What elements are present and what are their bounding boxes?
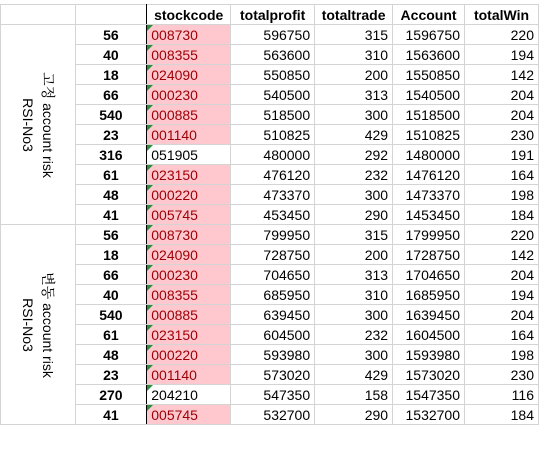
group-label-line2: RSI-No3	[19, 297, 36, 352]
totalprofit-cell-value: 799950	[263, 226, 311, 243]
rank-cell[interactable]	[75, 145, 147, 165]
account-cell-value: 1799950	[405, 226, 461, 243]
account-cell[interactable]	[393, 85, 465, 105]
error-indicator-icon	[147, 85, 153, 91]
account-cell[interactable]	[393, 345, 465, 365]
stockcode-cell[interactable]	[147, 205, 231, 225]
totalwin-cell-value: 184	[510, 206, 534, 223]
totalprofit-cell-value: 639450	[263, 306, 311, 323]
totalprofit-cell-value: 453450	[263, 206, 311, 223]
totalwin-cell[interactable]	[465, 205, 539, 225]
table-row	[1, 45, 539, 65]
account-cell-value: 1563600	[405, 46, 461, 63]
totalprofit-cell-value: 563600	[263, 46, 311, 63]
totaltrade-cell-value: 429	[364, 366, 389, 383]
totaltrade-cell[interactable]	[315, 105, 393, 125]
stockcode-cell-value: 005745	[151, 406, 198, 423]
totalprofit-cell-value: 540500	[263, 86, 311, 103]
totalwin-cell[interactable]	[465, 405, 539, 425]
header-totaltrade[interactable]: totaltrade	[315, 5, 393, 25]
totalprofit-cell[interactable]	[231, 45, 315, 65]
stockcode-cell-value: 001140	[151, 126, 197, 143]
table-row	[1, 245, 539, 265]
totaltrade-cell[interactable]	[315, 345, 393, 365]
account-cell[interactable]	[393, 225, 465, 245]
error-indicator-icon	[147, 405, 153, 411]
totalwin-cell-value: 142	[510, 66, 534, 83]
totalprofit-cell[interactable]	[231, 245, 315, 265]
totaltrade-cell[interactable]	[315, 365, 393, 385]
totaltrade-cell[interactable]	[315, 185, 393, 205]
rank-cell-value: 41	[103, 206, 119, 223]
group-label-line1: 변동 account risk	[39, 271, 56, 378]
totalprofit-cell-value: 593980	[263, 346, 311, 363]
account-cell[interactable]	[393, 265, 465, 285]
table-row	[1, 345, 539, 365]
table-row	[1, 405, 539, 425]
rank-cell[interactable]	[75, 405, 147, 425]
stockcode-cell[interactable]	[147, 25, 231, 45]
header-totalwin[interactable]: totalWin	[465, 5, 539, 25]
totalprofit-cell-value: 547350	[263, 386, 311, 403]
totalwin-cell[interactable]	[465, 65, 539, 85]
totalprofit-cell-value: 573020	[263, 366, 311, 383]
totalprofit-cell-value: 596750	[263, 26, 311, 43]
rank-cell-value: 540	[99, 306, 123, 323]
stockcode-cell-value: 000885	[151, 106, 198, 123]
rank-cell-value: 61	[103, 326, 119, 343]
totaltrade-cell-value: 429	[364, 126, 389, 143]
totalprofit-cell[interactable]	[231, 365, 315, 385]
totaltrade-cell[interactable]	[315, 325, 393, 345]
totalwin-cell[interactable]	[465, 125, 539, 145]
totalwin-cell-value: 204	[510, 266, 534, 283]
error-indicator-icon	[147, 105, 153, 111]
rank-cell-value: 40	[103, 46, 119, 63]
totaltrade-cell[interactable]	[315, 65, 393, 85]
stockcode-cell[interactable]	[147, 65, 231, 85]
totalwin-cell-value: 220	[510, 26, 534, 43]
data-table	[0, 4, 539, 425]
totalprofit-cell[interactable]	[231, 285, 315, 305]
error-indicator-icon	[147, 25, 153, 31]
totalwin-cell[interactable]	[465, 85, 539, 105]
totaltrade-cell[interactable]	[315, 165, 393, 185]
stockcode-cell-value: 051905	[151, 146, 198, 163]
account-cell[interactable]	[393, 385, 465, 405]
totaltrade-cell[interactable]	[315, 245, 393, 265]
stockcode-cell[interactable]	[147, 225, 231, 245]
totalwin-cell[interactable]	[465, 25, 539, 45]
totalprofit-cell[interactable]	[231, 125, 315, 145]
empty-cell[interactable]	[1, 5, 76, 25]
rank-cell-value: 56	[103, 226, 119, 243]
rank-cell-value: 48	[103, 186, 119, 203]
totaltrade-cell[interactable]	[315, 145, 393, 165]
table-row	[1, 265, 539, 285]
totalwin-cell[interactable]	[465, 305, 539, 325]
totalprofit-cell[interactable]	[231, 305, 315, 325]
account-cell[interactable]	[393, 65, 465, 85]
totaltrade-cell[interactable]	[315, 205, 393, 225]
totalwin-cell-value: 230	[510, 366, 534, 383]
account-cell-value: 1728750	[405, 246, 461, 263]
account-cell-value: 1480000	[405, 146, 461, 163]
totalwin-cell-value: 194	[510, 286, 534, 303]
totaltrade-cell[interactable]	[315, 225, 393, 245]
rank-cell-value: 316	[99, 146, 123, 163]
error-indicator-icon	[147, 265, 153, 271]
rank-cell[interactable]	[75, 45, 147, 65]
rank-cell[interactable]	[75, 365, 147, 385]
totalprofit-cell-value: 685950	[263, 286, 311, 303]
account-cell[interactable]	[393, 45, 465, 65]
account-cell[interactable]	[393, 405, 465, 425]
rank-cell-value: 18	[103, 246, 119, 263]
rank-cell-value: 56	[103, 26, 119, 43]
stockcode-cell-value: 008355	[151, 286, 198, 303]
stockcode-cell[interactable]	[147, 325, 231, 345]
account-cell-value: 1532700	[405, 406, 461, 423]
empty-cell[interactable]	[75, 5, 147, 25]
table-row	[1, 285, 539, 305]
error-indicator-icon	[147, 65, 153, 71]
totalwin-cell[interactable]	[465, 245, 539, 265]
account-cell[interactable]	[393, 25, 465, 45]
table-row	[1, 365, 539, 385]
totaltrade-cell-value: 310	[364, 286, 389, 303]
account-cell-value: 1573020	[405, 366, 461, 383]
totalprofit-cell-value: 728750	[263, 246, 311, 263]
error-indicator-icon	[147, 365, 153, 371]
account-cell-value: 1540500	[405, 86, 461, 103]
totalprofit-cell[interactable]	[231, 105, 315, 125]
totalprofit-cell-value: 604500	[263, 326, 311, 343]
error-indicator-icon	[147, 145, 153, 151]
totalprofit-cell[interactable]	[231, 185, 315, 205]
rank-cell-value: 48	[103, 346, 119, 363]
stockcode-cell-value: 000230	[151, 266, 198, 283]
stockcode-cell[interactable]	[147, 165, 231, 185]
totaltrade-cell-value: 315	[364, 26, 389, 43]
rank-cell[interactable]	[75, 325, 147, 345]
totaltrade-cell-value: 315	[364, 226, 389, 243]
rank-cell[interactable]	[75, 25, 147, 45]
account-cell[interactable]	[393, 365, 465, 385]
account-cell-value: 1704650	[405, 266, 461, 283]
totalwin-cell-value: 198	[510, 346, 534, 363]
error-indicator-icon	[147, 305, 153, 311]
error-indicator-icon	[147, 345, 153, 351]
stockcode-cell-value: 000220	[151, 186, 198, 203]
error-indicator-icon	[147, 205, 153, 211]
totalwin-cell-value: 204	[510, 106, 534, 123]
totalprofit-cell[interactable]	[231, 165, 315, 185]
error-indicator-icon	[147, 185, 153, 191]
stockcode-cell-value: 024090	[151, 66, 198, 83]
account-cell-value: 1476120	[405, 166, 461, 183]
stockcode-cell[interactable]	[147, 305, 231, 325]
header-account[interactable]: Account	[393, 5, 465, 25]
stockcode-cell[interactable]	[147, 145, 231, 165]
error-indicator-icon	[147, 325, 153, 331]
totalprofit-cell[interactable]	[231, 65, 315, 85]
totalwin-cell[interactable]	[465, 285, 539, 305]
stockcode-cell-value: 024090	[151, 246, 198, 263]
stockcode-cell-value: 008730	[151, 26, 198, 43]
totaltrade-cell-value: 313	[364, 86, 389, 103]
totaltrade-cell[interactable]	[315, 405, 393, 425]
totaltrade-cell-value: 290	[364, 406, 389, 423]
rank-cell[interactable]	[75, 105, 147, 125]
rank-cell-value: 41	[103, 406, 119, 423]
stockcode-cell[interactable]	[147, 105, 231, 125]
stockcode-cell[interactable]	[147, 345, 231, 365]
rank-cell[interactable]	[75, 305, 147, 325]
account-cell-value: 1685950	[405, 286, 461, 303]
totalprofit-cell-value: 480000	[263, 146, 311, 163]
totalwin-cell-value: 164	[510, 166, 534, 183]
totalwin-cell[interactable]	[465, 145, 539, 165]
table-row	[1, 125, 539, 145]
totalwin-cell-value: 204	[510, 306, 534, 323]
table-row	[1, 85, 539, 105]
account-cell-value: 1473370	[405, 186, 461, 203]
rank-cell[interactable]	[75, 225, 147, 245]
totalprofit-cell[interactable]	[231, 405, 315, 425]
table-row	[1, 385, 539, 405]
stockcode-cell[interactable]	[147, 85, 231, 105]
totalprofit-cell[interactable]	[231, 25, 315, 45]
rank-cell-value: 18	[103, 66, 119, 83]
rank-cell[interactable]	[75, 205, 147, 225]
rank-cell[interactable]	[75, 285, 147, 305]
account-cell[interactable]	[393, 285, 465, 305]
stockcode-cell-value: 023150	[151, 166, 198, 183]
stockcode-cell-value: 000230	[151, 86, 198, 103]
totaltrade-cell[interactable]	[315, 265, 393, 285]
totalwin-cell[interactable]	[465, 225, 539, 245]
rank-cell-value: 40	[103, 286, 119, 303]
account-cell-value: 1639450	[405, 306, 461, 323]
totalwin-cell[interactable]	[465, 385, 539, 405]
totalwin-cell-value: 198	[510, 186, 534, 203]
stockcode-cell[interactable]	[147, 365, 231, 385]
account-cell[interactable]	[393, 145, 465, 165]
totalprofit-cell[interactable]	[231, 205, 315, 225]
stockcode-cell[interactable]	[147, 125, 231, 145]
error-indicator-icon	[147, 385, 153, 391]
rank-cell-value: 270	[99, 386, 123, 403]
rank-cell-value: 66	[103, 86, 119, 103]
stockcode-cell-value: 005745	[151, 206, 198, 223]
account-cell[interactable]	[393, 125, 465, 145]
table-row	[1, 145, 539, 165]
totaltrade-cell[interactable]	[315, 25, 393, 45]
error-indicator-icon	[147, 165, 153, 171]
totaltrade-cell-value: 200	[364, 246, 389, 263]
rank-cell[interactable]	[75, 85, 147, 105]
totaltrade-cell-value: 200	[364, 66, 389, 83]
error-indicator-icon	[147, 225, 153, 231]
stockcode-cell-value: 008355	[151, 46, 198, 63]
totalprofit-cell-value: 476120	[263, 166, 311, 183]
table-row	[1, 105, 539, 125]
error-indicator-icon	[147, 45, 153, 51]
totalwin-cell[interactable]	[465, 265, 539, 285]
account-cell[interactable]	[393, 185, 465, 205]
rank-cell[interactable]	[75, 125, 147, 145]
account-cell-value: 1547350	[405, 386, 461, 403]
account-cell[interactable]	[393, 105, 465, 125]
stockcode-cell-value: 001140	[151, 366, 197, 383]
stockcode-cell[interactable]	[147, 245, 231, 265]
totalprofit-cell[interactable]	[231, 265, 315, 285]
error-indicator-icon	[147, 285, 153, 291]
totaltrade-cell-value: 292	[364, 146, 389, 163]
totalwin-cell-value: 164	[510, 326, 534, 343]
totalprofit-cell[interactable]	[231, 145, 315, 165]
table-row	[1, 325, 539, 345]
header-stockcode[interactable]: stockcode	[147, 5, 231, 25]
totaltrade-cell-value: 300	[364, 306, 389, 323]
totalprofit-cell[interactable]	[231, 385, 315, 405]
rank-cell[interactable]	[75, 245, 147, 265]
totalwin-cell-value: 142	[510, 246, 534, 263]
account-cell[interactable]	[393, 245, 465, 265]
table-row	[1, 65, 539, 85]
totalwin-cell-value: 230	[510, 126, 534, 143]
totaltrade-cell[interactable]	[315, 45, 393, 65]
table-row	[1, 165, 539, 185]
totalwin-cell[interactable]	[465, 185, 539, 205]
stockcode-cell-value: 000220	[151, 346, 198, 363]
error-indicator-icon	[147, 245, 153, 251]
totalwin-cell[interactable]	[465, 325, 539, 345]
stockcode-cell[interactable]	[147, 285, 231, 305]
totalwin-cell[interactable]	[465, 365, 539, 385]
totaltrade-cell-value: 232	[364, 326, 389, 343]
account-cell-value: 1510825	[405, 126, 461, 143]
totalwin-cell-value: 204	[510, 86, 534, 103]
totaltrade-cell[interactable]	[315, 285, 393, 305]
totaltrade-cell-value: 310	[364, 46, 389, 63]
totalprofit-cell-value: 510825	[263, 126, 311, 143]
totalprofit-cell[interactable]	[231, 325, 315, 345]
group-label	[18, 72, 58, 178]
totalprofit-cell[interactable]	[231, 85, 315, 105]
rank-cell[interactable]	[75, 185, 147, 205]
header-totalprofit[interactable]: totalprofit	[231, 5, 315, 25]
group-label-cell[interactable]	[1, 225, 76, 425]
account-cell-value: 1604500	[405, 326, 461, 343]
totalwin-cell[interactable]	[465, 105, 539, 125]
stockcode-cell[interactable]	[147, 45, 231, 65]
totaltrade-cell[interactable]	[315, 85, 393, 105]
stockcode-cell[interactable]	[147, 265, 231, 285]
totalprofit-cell-value: 704650	[263, 266, 311, 283]
table-row	[1, 205, 539, 225]
rank-cell-value: 540	[99, 106, 123, 123]
totalprofit-cell-value: 550850	[263, 66, 311, 83]
stockcode-cell[interactable]	[147, 185, 231, 205]
rank-cell-value: 23	[103, 126, 119, 143]
totalwin-cell-value: 116	[511, 386, 534, 403]
totalwin-cell[interactable]	[465, 345, 539, 365]
account-cell-value: 1453450	[405, 206, 461, 223]
table-row	[1, 225, 539, 245]
table-row	[1, 185, 539, 205]
totalwin-cell[interactable]	[465, 45, 539, 65]
group-label-line1: 고정 account risk	[39, 71, 56, 178]
totaltrade-cell-value: 300	[364, 346, 389, 363]
account-cell[interactable]	[393, 205, 465, 225]
totaltrade-cell-value: 232	[364, 166, 389, 183]
table-row	[1, 305, 539, 325]
account-cell[interactable]	[393, 165, 465, 185]
totalwin-cell[interactable]	[465, 165, 539, 185]
rank-cell-value: 66	[103, 266, 119, 283]
table-row	[1, 25, 539, 45]
account-cell-value: 1593980	[405, 346, 461, 363]
totaltrade-cell-value: 290	[364, 206, 389, 223]
account-cell-value: 1550850	[405, 66, 461, 83]
totaltrade-cell-value: 300	[364, 186, 389, 203]
totalwin-cell-value: 184	[510, 406, 534, 423]
totalwin-cell-value: 220	[510, 226, 534, 243]
group-label-cell[interactable]	[1, 25, 76, 225]
totalprofit-cell-value: 518500	[263, 106, 311, 123]
error-indicator-icon	[147, 125, 153, 131]
rank-cell-value: 23	[103, 366, 119, 383]
stockcode-cell-value: 204210	[151, 386, 198, 403]
header-row	[1, 5, 539, 25]
totalprofit-cell[interactable]	[231, 345, 315, 365]
totaltrade-cell[interactable]	[315, 385, 393, 405]
group-label-line2: RSI-No3	[19, 97, 36, 152]
totalwin-cell-value: 194	[510, 46, 534, 63]
account-cell[interactable]	[393, 325, 465, 345]
rank-cell[interactable]	[75, 265, 147, 285]
account-cell-value: 1518500	[405, 106, 461, 123]
stockcode-cell-value: 023150	[151, 326, 198, 343]
rank-cell[interactable]	[75, 165, 147, 185]
account-cell-value: 1596750	[405, 26, 461, 43]
totaltrade-cell[interactable]	[315, 125, 393, 145]
totalprofit-cell-value: 473370	[263, 186, 311, 203]
rank-cell-value: 61	[103, 166, 119, 183]
totalwin-cell-value: 191	[510, 146, 534, 163]
group-label	[18, 272, 58, 378]
rank-cell[interactable]	[75, 345, 147, 365]
totaltrade-cell-value: 313	[364, 266, 389, 283]
rank-cell[interactable]	[75, 385, 147, 405]
totalprofit-cell[interactable]	[231, 225, 315, 245]
totaltrade-cell[interactable]	[315, 305, 393, 325]
rank-cell[interactable]	[75, 65, 147, 85]
totaltrade-cell-value: 300	[364, 106, 389, 123]
account-cell[interactable]	[393, 305, 465, 325]
totaltrade-cell-value: 158	[364, 386, 389, 403]
stockcode-cell[interactable]	[147, 405, 231, 425]
stockcode-cell[interactable]	[147, 385, 231, 405]
stockcode-cell-value: 000885	[151, 306, 198, 323]
totalprofit-cell-value: 532700	[263, 406, 311, 423]
stockcode-cell-value: 008730	[151, 226, 198, 243]
